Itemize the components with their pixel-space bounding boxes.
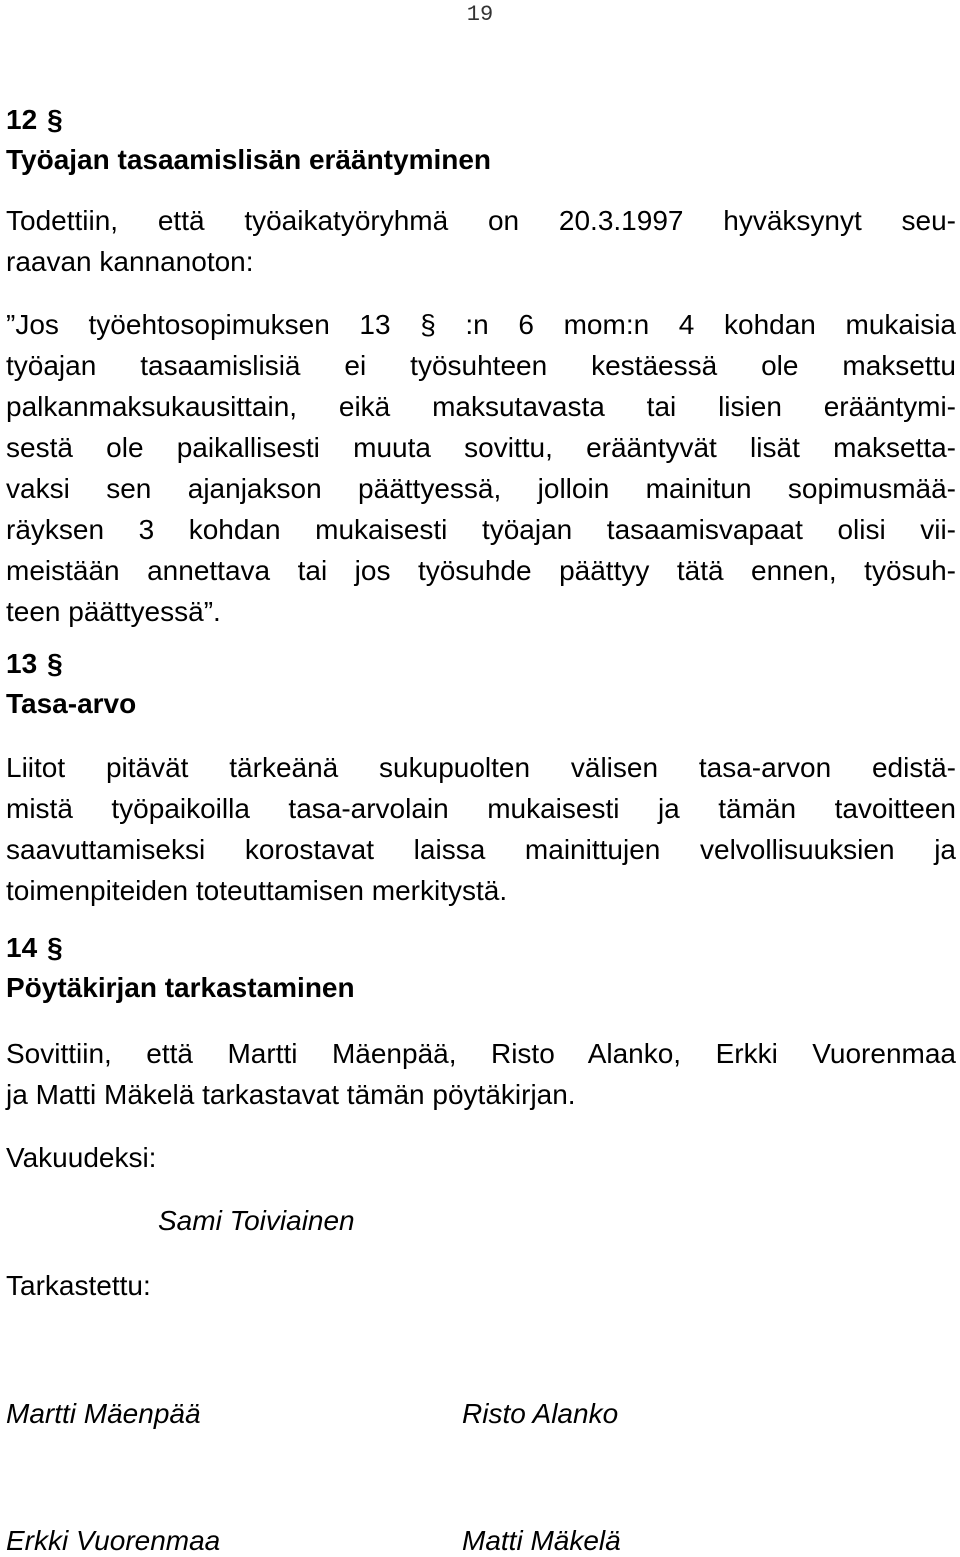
paragraph-line: mistä työpaikoilla tasa-arvolain mukaisesti ja tämän tavoitteen — [6, 793, 956, 824]
section-number: 14 — [6, 932, 38, 963]
section-14-title: Pöytäkirjan tarkastaminen — [6, 972, 355, 1003]
quote-line: palkanmaksukausittain, eikä maksutavasta tai lisien erääntymi- — [6, 391, 956, 422]
quote-line: teen päättyessä”. — [6, 596, 221, 627]
section-number: 12 — [6, 104, 38, 135]
section-12-quote — [6, 309, 956, 341]
section-13-number — [6, 648, 63, 680]
quote-line: työajan tasaamislisiä ei työsuhteen kestäessä ole maksettu — [6, 350, 956, 381]
page-number: 19 — [466, 2, 494, 27]
quote-line-wrap — [6, 350, 956, 382]
signature-name: Risto Alanko — [462, 1398, 619, 1429]
section-sign: § — [47, 104, 63, 135]
quote-line: ”Jos työehtosopimuksen 13 § :n 6 mom:n 4 kohdan mukaisia — [6, 309, 956, 340]
section-number: 13 — [6, 648, 38, 679]
quote-line: meistään annettava tai jos työsuhde päättyy tätä ennen, työsuh- — [6, 555, 956, 586]
section-sign: § — [47, 648, 63, 679]
paragraph-line: ja Matti Mäkelä tarkastavat tämän pöytäkirjan. — [6, 1079, 576, 1110]
section-13-title: Tasa-arvo — [6, 688, 137, 719]
signature-name: Erkki Vuorenmaa — [6, 1525, 221, 1556]
quote-line-wrap — [6, 432, 956, 464]
paragraph-line-wrap — [6, 1038, 956, 1070]
quote-line-wrap — [6, 391, 956, 423]
section-14-number — [6, 932, 63, 964]
paragraph-line: saavuttamiseksi korostavat laissa mainittujen velvollisuuksien ja — [6, 834, 956, 865]
paragraph-line-wrap — [6, 834, 956, 866]
quote-line: vaksi sen ajanjakson päättyessä, jolloin mainitun sopimusmää- — [6, 473, 956, 504]
quote-line: sestä ole paikallisesti muuta sovittu, erääntyvät lisät maksetta- — [6, 432, 956, 463]
signature-name: Matti Mäkelä — [462, 1525, 621, 1556]
section-12-title: Työajan tasaamislisän erääntyminen — [6, 144, 492, 175]
paragraph-line: raavan kannanoton: — [6, 246, 254, 277]
vakuudeksi-label: Vakuudeksi: — [6, 1142, 157, 1173]
signature-name: Sami Toiviainen — [158, 1205, 355, 1236]
quote-line: räyksen 3 kohdan mukaisesti työajan tasaamisvapaat olisi vii- — [6, 514, 956, 545]
quote-line-wrap — [6, 514, 956, 546]
paragraph-line: Liitot pitävät tärkeänä sukupuolten välisen tasa-arvon edistä- — [6, 752, 956, 783]
signature-name: Martti Mäenpää — [6, 1398, 201, 1429]
paragraph-line: Todettiin, että työaikatyöryhmä on 20.3.1997 hyväksynyt seu- — [6, 205, 956, 236]
section-sign: § — [47, 932, 63, 963]
quote-line-wrap — [6, 473, 956, 505]
section-12-intro — [6, 205, 956, 237]
quote-line-wrap — [6, 555, 956, 587]
paragraph-line: Sovittiin, että Martti Mäenpää, Risto Alanko, Erkki Vuorenmaa — [6, 1038, 956, 1069]
tarkastettu-label: Tarkastettu: — [6, 1270, 151, 1301]
paragraph-line-wrap — [6, 752, 956, 784]
paragraph-line-wrap — [6, 793, 956, 825]
paragraph-line: toimenpiteiden toteuttamisen merkitystä. — [6, 875, 508, 906]
section-12-number — [6, 104, 63, 136]
